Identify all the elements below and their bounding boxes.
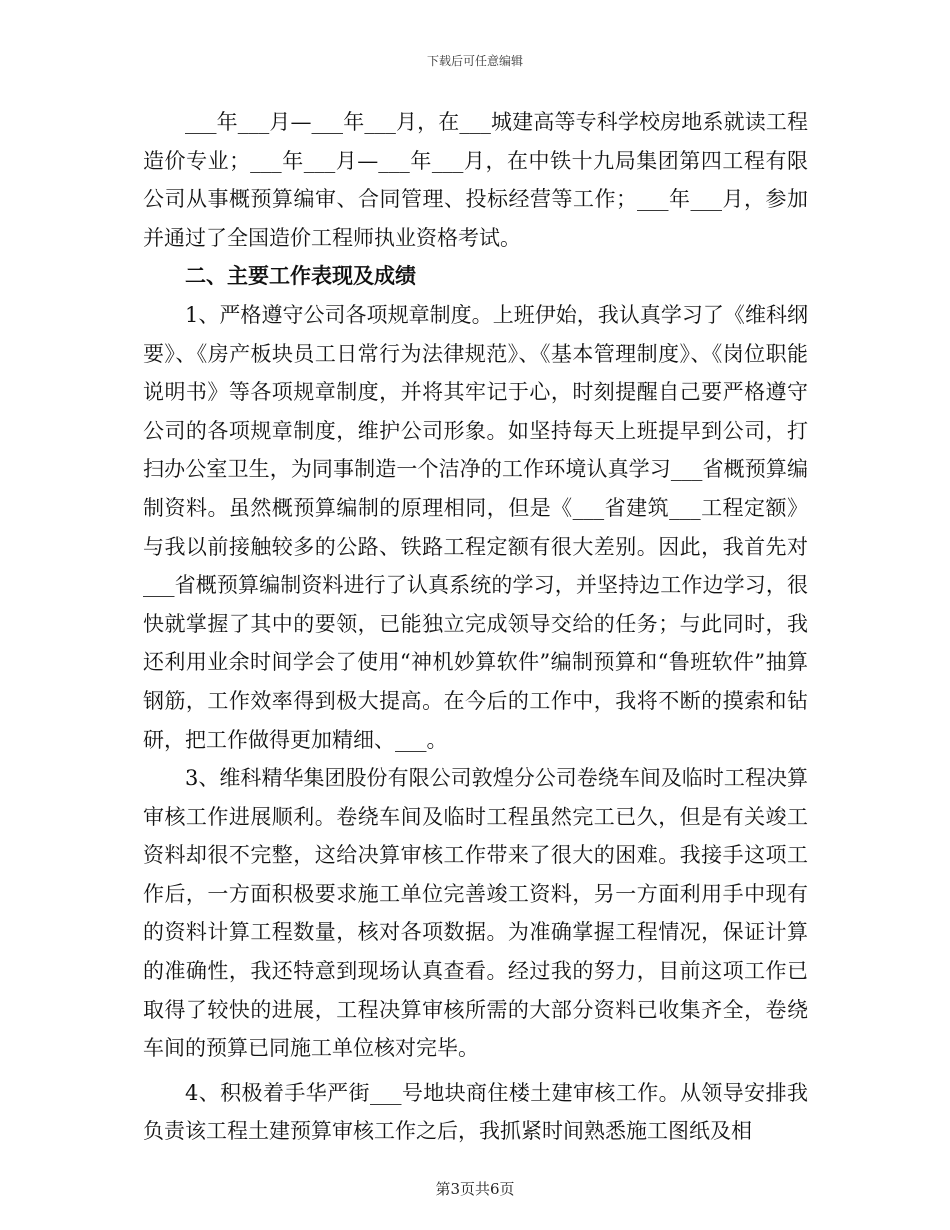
page-header: 下载后可任意编辑 [426,54,523,68]
page-number: 第3页共6页 [435,1180,515,1198]
paragraph-item-3: 3、维科精华集团股份有限公司敦煌分公司卷绕车间及临时工程决算审核工作进展顺利。卷绕车间及临时工程虽然完工已久，但是有关竣工资料却很不完整，这给决算审核工作带来了很大的困难。我接手这项工作后，一方面积极要求施工单位完善竣工资料，另一方面利用手中现有的资料计算工程数量，核对各项数据。为准确掌握工程情况，保证计算的准确性，我还特意到现场认真查看。经过我的努力，目前这项工作已取得了较快的进展，工程决算审核所需的大部分资料已收集齐全，卷绕车间的预算已同施工单位核对完毕。 [143,766,808,1061]
document-body [143,103,808,1151]
paragraph-item-4: 4、积极着手华严街___号地块商住楼土建审核工作。从领导安排我负责该工程土建预算审核工作之后，我抓紧时间熟悉施工图纸及相 [143,1080,808,1144]
section-heading: 二、主要工作表现及成绩 [185,264,416,289]
paragraph-item-1: 1、严格遵守公司各项规章制度。上班伊始，我认真学习了《维科纲要》、《房产板块员工日常行为法律规范》、《基本管理制度》、《岗位职能说明书》等各项规章制度，并将其牢记于心，时刻提醒自己要严格遵守公司的各项规章制度，维护公司形象。如坚持每天上班提早到公司，打扫办公室卫生，为同事制造一个洁净的工作环境认真学习___省概预算编制资料。虽然概预算编制的原理相同，但是《___省建筑___工程定额》与我以前接触较多的公路、铁路工程定额有很大差别。因此，我首先对___省概预算编制资料进行了认真系统的学习，并坚持边工作边学习，很快就掌握了其中的要领，已能独立完成领导交给的任务；与此同时，我还利用业余时间学会了使用“神机妙算软件”编制预算和“鲁班软件”抽算钢筋，工作效率得到极大提高。在今后的工作中，我将不断的摸索和钻研，把工作做得更加精细、___。 [143,302,808,752]
paragraph-education-career: ___年___月—___年___月，在___城建高等专科学校房地系就读工程造价专业；___年___月—___年___月，在中铁十九局集团第四工程有限公司从事概预算编审、合同管理、投标经营等工作；___年___月，参加并通过了全国造价工程师执业资格考试。 [143,110,808,250]
